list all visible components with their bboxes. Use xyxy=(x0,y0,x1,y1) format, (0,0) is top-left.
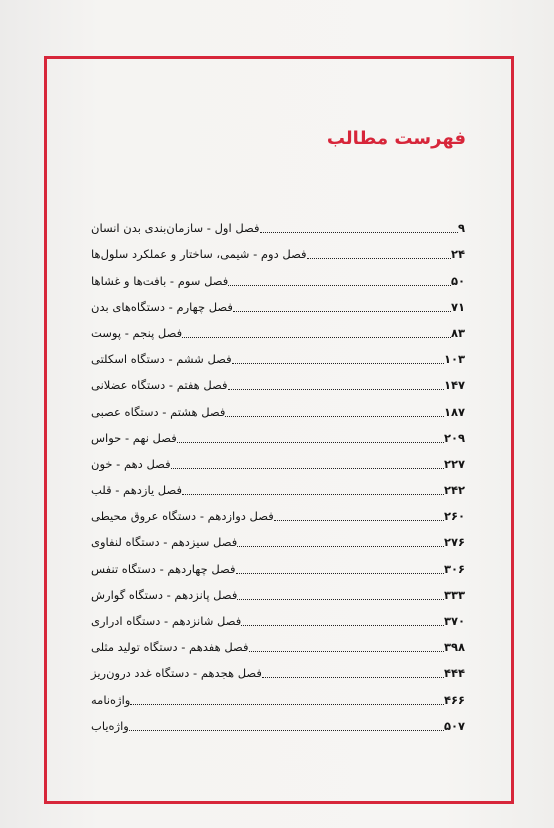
dot-leader xyxy=(228,389,444,390)
toc-entry-page: ۲۴۲ xyxy=(443,483,465,498)
toc-entry-page: ۲۴ xyxy=(450,247,465,262)
dot-leader xyxy=(130,704,444,705)
toc-entry-page: ۲۲۷ xyxy=(443,456,465,471)
toc-entry xyxy=(88,341,468,367)
table-of-contents xyxy=(88,210,468,734)
toc-entry-page: ۳۰۶ xyxy=(443,561,465,576)
toc-entry-title: فصل چهارم - دستگاه‌های بدن xyxy=(91,299,233,314)
toc-entry-page: ۱۴۷ xyxy=(443,378,465,393)
toc-entry xyxy=(88,550,468,576)
dot-leader xyxy=(237,599,444,600)
toc-entry xyxy=(88,524,468,550)
toc-entry xyxy=(88,446,468,472)
toc-entry xyxy=(88,498,468,524)
dot-leader xyxy=(182,494,444,495)
toc-entry-title: فصل دوم - شیمی، ساختار و عملکرد سلول‌ها xyxy=(91,247,307,262)
toc-entry-page: ۷۱ xyxy=(450,299,465,314)
dot-leader xyxy=(225,416,444,417)
toc-entry-page: ۹ xyxy=(457,221,465,236)
toc-entry-page: ۴۶۶ xyxy=(443,692,465,707)
dot-leader xyxy=(171,468,444,469)
toc-entry-title: فصل شانزدهم - دستگاه ادراری xyxy=(91,614,242,628)
dot-leader xyxy=(228,285,451,286)
toc-entry xyxy=(88,236,468,262)
dot-leader xyxy=(262,677,444,678)
toc-entry-title: فصل یازدهم - قلب xyxy=(91,483,182,498)
dot-leader xyxy=(233,311,451,312)
toc-entry-title: فصل هجدهم - دستگاه غدد درون‌ریز xyxy=(91,666,262,681)
dot-leader xyxy=(307,258,451,259)
toc-entry-page: ۳۳۳ xyxy=(443,587,465,602)
dot-leader xyxy=(274,520,444,521)
toc-entry-title: فصل سیزدهم - دستگاه لنفاوی xyxy=(91,535,238,550)
dot-leader xyxy=(249,651,444,652)
toc-entry-page: ۱۸۷ xyxy=(443,404,465,419)
page-title: فهرست مطالب xyxy=(326,128,466,149)
toc-entry-page: ۲۰۹ xyxy=(443,430,465,445)
dot-leader xyxy=(260,232,458,233)
toc-entry xyxy=(88,681,468,707)
toc-entry-page: ۸۳ xyxy=(450,325,465,340)
dot-leader xyxy=(236,573,444,574)
toc-entry-page: ۳۷۰ xyxy=(443,614,465,628)
toc-entry xyxy=(88,577,468,603)
dot-leader xyxy=(232,363,444,364)
toc-entry-title: فصل هفدهم - دستگاه تولید مثلی xyxy=(91,640,249,655)
toc-entry xyxy=(88,472,468,498)
toc-entry xyxy=(88,393,468,419)
dot-leader xyxy=(129,730,444,731)
toc-entry xyxy=(88,367,468,393)
toc-entry-title: واژه‌یاب xyxy=(91,718,129,733)
toc-entry-page: ۲۷۶ xyxy=(443,535,465,550)
toc-entry-title: فصل پنجم - پوست xyxy=(91,325,183,340)
toc-entry-page: ۳۹۸ xyxy=(443,640,465,655)
toc-entry xyxy=(88,629,468,655)
toc-entry-title: فصل سوم - بافت‌ها و غشاها xyxy=(91,273,229,288)
toc-entry xyxy=(88,289,468,315)
toc-entry-title: واژه‌نامه xyxy=(91,692,131,707)
toc-entry-page: ۵۰۷ xyxy=(443,718,465,733)
dot-leader xyxy=(177,442,444,443)
toc-entry-page: ۲۶۰ xyxy=(443,509,465,524)
toc-entry-title: فصل دهم - خون xyxy=(91,456,171,471)
toc-entry-title: فصل چهاردهم - دستگاه تنفس xyxy=(91,561,236,576)
dot-leader xyxy=(241,625,444,626)
toc-entry-title: فصل نهم - حواس xyxy=(91,430,177,445)
toc-entry xyxy=(88,210,468,236)
toc-entry-page: ۴۴۴ xyxy=(443,666,465,681)
toc-entry xyxy=(88,262,468,288)
toc-entry-title: فصل هفتم - دستگاه عضلانی xyxy=(91,378,228,393)
toc-entry-title: فصل ششم - دستگاه اسکلتی xyxy=(91,352,232,367)
dot-leader xyxy=(237,546,444,547)
toc-entry xyxy=(88,603,468,629)
toc-entry-title: فصل پانزدهم - دستگاه گوارش xyxy=(91,587,238,602)
toc-entry xyxy=(88,655,468,681)
toc-entry-page: ۵۰ xyxy=(450,273,465,288)
toc-entry xyxy=(88,420,468,446)
toc-entry-page: ۱۰۳ xyxy=(443,352,465,367)
toc-entry-title: فصل هشتم - دستگاه عصبی xyxy=(91,404,226,419)
toc-entry xyxy=(88,708,468,734)
dot-leader xyxy=(182,337,451,338)
toc-entry-title: فصل اول - سازمان‌بندی بدن انسان xyxy=(91,221,260,236)
toc-entry xyxy=(88,315,468,341)
toc-entry-title: فصل دوازدهم - دستگاه عروق محیطی xyxy=(91,509,274,524)
